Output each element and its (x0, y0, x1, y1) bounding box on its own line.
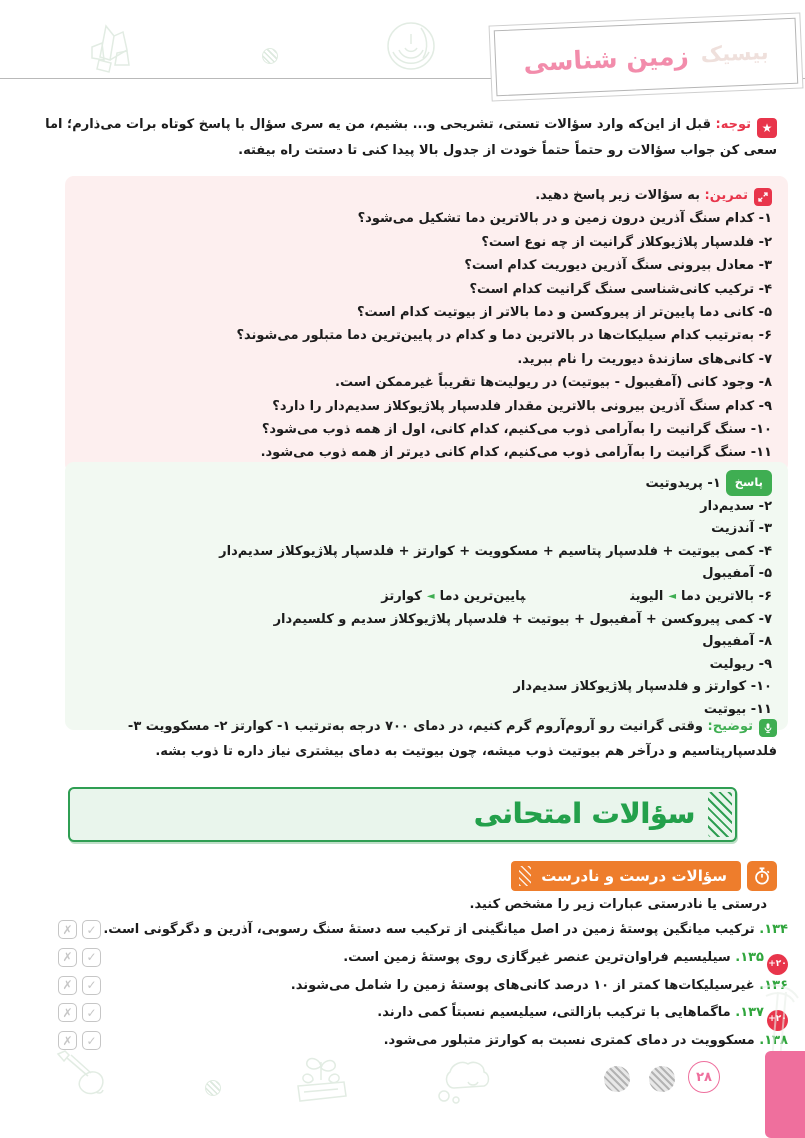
exam-section-box (68, 787, 737, 842)
answer-row-six: ۶- بالاترین دما◄الیوینپایین‌ترین دما◄کوارتز (381, 588, 772, 604)
tf-question-row (0, 1027, 805, 1055)
true-checkbox[interactable]: ✓ (82, 948, 101, 967)
question-number: ۱۳۶. (759, 977, 788, 993)
tf-question-row (0, 944, 805, 972)
stopwatch-icon (747, 861, 777, 891)
answer-row: ۴- کمی بیوتیت + فلدسپار پتاسیم + مسکوویت + کوارتز + فلدسپار پلاژیوکلاز سدیم‌دار (219, 543, 772, 559)
false-checkbox[interactable]: ✗ (58, 948, 77, 967)
exercise-question: ۱۰- سنگ گرانیت را به‌آرامی ذوب می‌کنیم، کدام کانی، اول از همه ذوب می‌شود؟ (261, 422, 772, 438)
earth-doodle-icon (385, 20, 437, 72)
question-number: ۱۳۸. (759, 1033, 788, 1049)
answer-row: ۱۰- کوارتز و فلدسپار پلاژیوکلاز سدیم‌دار (513, 679, 772, 695)
answer-row: ۲- سدیم‌دار (700, 498, 772, 514)
exercise-question: ۶- به‌ترتیب کدام سیلیکات‌ها در بالاترین دما و کدام در پایین‌ترین دما متبلور می‌شوند؟ (236, 328, 772, 344)
sprout-doodle-icon (288, 1052, 354, 1108)
crystals-doodle-icon (80, 20, 142, 76)
edge-tab (765, 1051, 805, 1138)
exercise-label: تمرین: (704, 188, 748, 203)
footer-dot-icon (649, 1066, 675, 1092)
answers-box (65, 462, 788, 730)
hatched-dot-doodle-icon (205, 1080, 221, 1096)
footer-dot-icon (604, 1066, 630, 1092)
brand-watermark: بیسیک (700, 39, 770, 67)
hatch-strip-icon (708, 792, 732, 837)
true-checkbox[interactable]: ✓ (82, 1031, 101, 1050)
answer-row: ۷- کمی پیروکسن + آمفیبول + بیوتیت + فلدسپار پلاژیوکلاز سدیم و کلسیم‌دار (273, 611, 772, 627)
exercise-question: ۲- فلدسپار پلاژیوکلاز گرانیت از چه نوع است؟ (481, 234, 772, 250)
answer-row: ۱۱- بیوتیت (703, 701, 772, 717)
false-checkbox[interactable]: ✗ (58, 1003, 77, 1022)
answer-row: ۸- آمفیبول (702, 634, 772, 650)
true-checkbox[interactable]: ✓ (82, 976, 101, 995)
answer-checkboxes (58, 948, 101, 967)
exercise-question: ۸- وجود کانی (آمفیبول - بیوتیت) در ریولیت‌ها تقریباً غیرممکن است. (335, 375, 772, 391)
answer-checkboxes (58, 976, 101, 995)
exercise-question: ۹- کدام سنگ آذرین بیرونی بالاترین مقدار فلدسپار پلاژیوکلاز سدیم‌دار را دارد؟ (272, 398, 772, 414)
page-number: ۲۸ (688, 1061, 720, 1093)
question-number: ۱۳۵. (735, 949, 764, 965)
exam-section-title: سؤالات امتحانی (473, 797, 695, 830)
tf-question-list (0, 916, 805, 1055)
bar-hatch-icon (519, 866, 531, 886)
exercise-question: ۷- کانی‌های سازندهٔ دیوریت را نام ببرید. (517, 351, 772, 367)
expand-arrows-icon (754, 188, 772, 206)
answer-row: پاسخ۱- پریدوتیت (81, 470, 772, 496)
exercise-box (65, 176, 788, 473)
false-checkbox[interactable]: ✗ (58, 920, 77, 939)
tf-question-row (0, 916, 805, 944)
tf-intro-text: درستی یا نادرستی عبارات زیر را مشخص کنید. (469, 897, 767, 912)
answer-row: ۹- ریولیت (709, 656, 772, 672)
tf-question-row (0, 972, 805, 1000)
chapter-banner (494, 18, 798, 97)
star-icon: ★ (757, 118, 777, 138)
explanation-paragraph (29, 714, 777, 764)
answer-row: ۵- آمفیبول (702, 566, 772, 582)
question-text: غیرسیلیکات‌ها کمتر از ۱۰ درصد کانی‌های پوستهٔ زمین را شامل می‌شوند. (290, 977, 755, 993)
rocks-doodle-icon (428, 1052, 498, 1108)
exercise-question: ۴- ترکیب کانی‌شناسی سنگ گرانیت کدام است؟ (469, 281, 772, 297)
note-paragraph (29, 112, 777, 164)
hatched-dot-doodle-icon (262, 48, 278, 64)
exercise-question: ۵- کانی دما پایین‌تر از پیروکسن و دما بالاتر از بیوتیت کدام است؟ (356, 305, 772, 321)
answer-row: ۳- آندزیت (711, 521, 772, 537)
answer-badge: پاسخ (726, 470, 772, 496)
true-checkbox[interactable]: ✓ (82, 1003, 101, 1022)
plus-20-badge: +۲۰ (767, 1010, 788, 1031)
explanation-label: توضیح: (707, 719, 753, 734)
shovel-doodle-icon (50, 1048, 116, 1100)
question-text: مسکوویت در دمای کمتری نسبت به کوارتز متبلور می‌شود. (383, 1033, 755, 1049)
microphone-icon (759, 719, 777, 737)
answer-checkboxes (58, 920, 101, 939)
question-text: سیلیسیم فراوان‌ترین عنصر غیرگازی روی پوستهٔ زمین است. (343, 949, 731, 965)
false-checkbox[interactable]: ✗ (58, 1031, 77, 1050)
exercise-question: ۱۱- سنگ گرانیت را به‌آرامی ذوب می‌کنیم، کدام کانی دیرتر از همه ذوب می‌شود. (260, 445, 772, 461)
tf-section-header (511, 861, 777, 891)
answer-checkboxes (58, 1003, 101, 1022)
green-arrow-icon: ◄ (426, 590, 435, 602)
explanation-text: وقتی گرانیت رو آروم‌آروم گرم کنیم، در دمای ۷۰۰ درجه به‌ترتیب ۱- کوارتز ۲- مسکوویت ۳- فلدسپارپتاسیم و درآخر هم بیوتیت ذوب میشه، چون بیوتیت به دمای بیشتری نیاز داره تا ذوب بشه. (127, 719, 777, 759)
tf-question-row (0, 999, 805, 1027)
green-arrow-icon: ◄ (668, 590, 677, 602)
exercise-header (81, 184, 772, 207)
note-text: قبل از این‌که وارد سؤالات تستی، تشریحی و... بشیم، من یه سری سؤال با پاسخ کوتاه برات می‌ذارم؛ اما سعی کن جواب سؤالات رو حتماً حتماً خودت از جدول بالا پیدا کنی تا دستت راه بیفته. (45, 117, 777, 158)
question-text: ماگماهایی با ترکیب بازالتی، سیلیسیم نسبتاً کمی دارند. (377, 1005, 731, 1021)
question-number: ۱۳۷. (735, 1005, 764, 1021)
question-number: ۱۳۴. (759, 922, 788, 937)
exercise-intro: به سؤالات زیر پاسخ دهید. (535, 188, 700, 203)
plus-20-badge: +۲۰ (767, 954, 788, 975)
exercise-question: ۱- کدام سنگ آذرین درون زمین و در بالاترین دما تشکیل می‌شود؟ (357, 211, 772, 227)
question-text: ترکیب میانگین پوستهٔ زمین در اصل میانگینی از ترکیب سه دستهٔ سنگ رسوبی، آذرین و دگرگونی است. (103, 922, 755, 937)
true-checkbox[interactable]: ✓ (82, 920, 101, 939)
note-label: توجه: (715, 117, 751, 132)
tf-section-bar (511, 861, 741, 891)
exercise-question: ۳- معادل بیرونی سنگ آذرین دیوریت کدام است؟ (464, 258, 772, 274)
tf-section-title: سؤالات درست و نادرست (541, 867, 727, 885)
false-checkbox[interactable]: ✗ (58, 976, 77, 995)
page-title: زمین شناسی (522, 40, 690, 77)
